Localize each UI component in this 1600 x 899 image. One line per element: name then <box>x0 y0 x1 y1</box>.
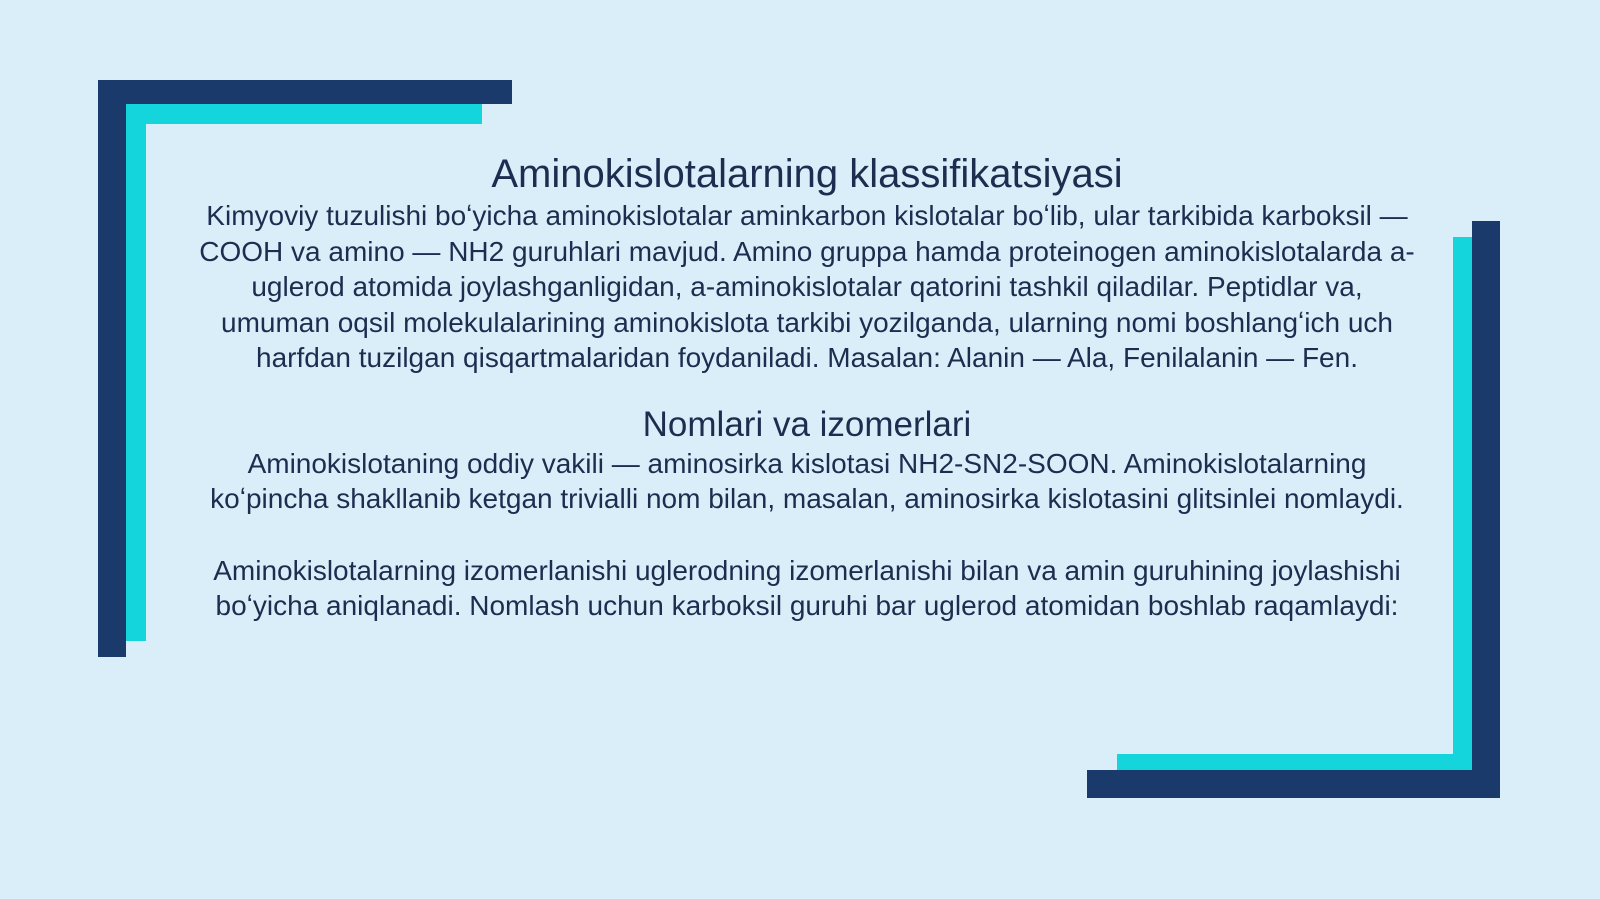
frame-bottom-right-dark-vertical <box>1472 221 1500 798</box>
frame-bottom-right-dark-horizontal <box>1087 770 1500 798</box>
frame-top-left-dark-vertical <box>98 80 126 657</box>
frame-top-left-accent-vertical <box>126 104 146 641</box>
paragraph-names: Aminokislotaning oddiy vakili — aminosirka kislotasi NH2-SN2-SOON. Aminokislotalarning koʻpincha shakllanib ketgan trivialli nom bilan, masalan, aminosirka kislotasini glitsinlei nomlaydi. <box>210 447 1404 514</box>
frame-bottom-right-accent-horizontal <box>1117 754 1472 770</box>
frame-top-left-dark-horizontal <box>98 80 512 104</box>
paragraph-classification: Kimyoviy tuzulishi boʻyicha aminokislotalar aminkarbon kislotalar boʻlib, ular tarkibida karboksil — COOH va amino — NH2 guruhlari mavjud. Amino gruppa hamda proteinogen aminokislotalarda a-uglerod atomida joylashganligidan, a-aminokislotalar qatorini tashkil qiladilar. Peptidlar va, umuman oqsil molekulalarining aminokislota tarkibi yozilganda, ularning nomi boshlangʻich uch harfdan tuzilgan qisqartmalaridan foydaniladi. Masalan: Alanin — Ala, Fenilalanin — Fen. <box>199 200 1415 373</box>
frame-bottom-right-accent-vertical <box>1453 237 1472 770</box>
paragraph-isomers: Aminokislotalarning izomerlanishi uglerodning izomerlanishi bilan va amin guruhining joylashishi boʻyicha aniqlanadi. Nomlash uchun karboksil guruhi bar uglerod atomidan boshlab raqamlaydi: <box>213 554 1401 621</box>
section-subtitle: Nomlari va izomerlari <box>642 404 972 444</box>
slide-title: Aminokislotalarning klassifikatsiyasi <box>491 152 1123 196</box>
slide-content <box>196 150 1418 624</box>
frame-top-left-accent-horizontal <box>126 104 482 124</box>
